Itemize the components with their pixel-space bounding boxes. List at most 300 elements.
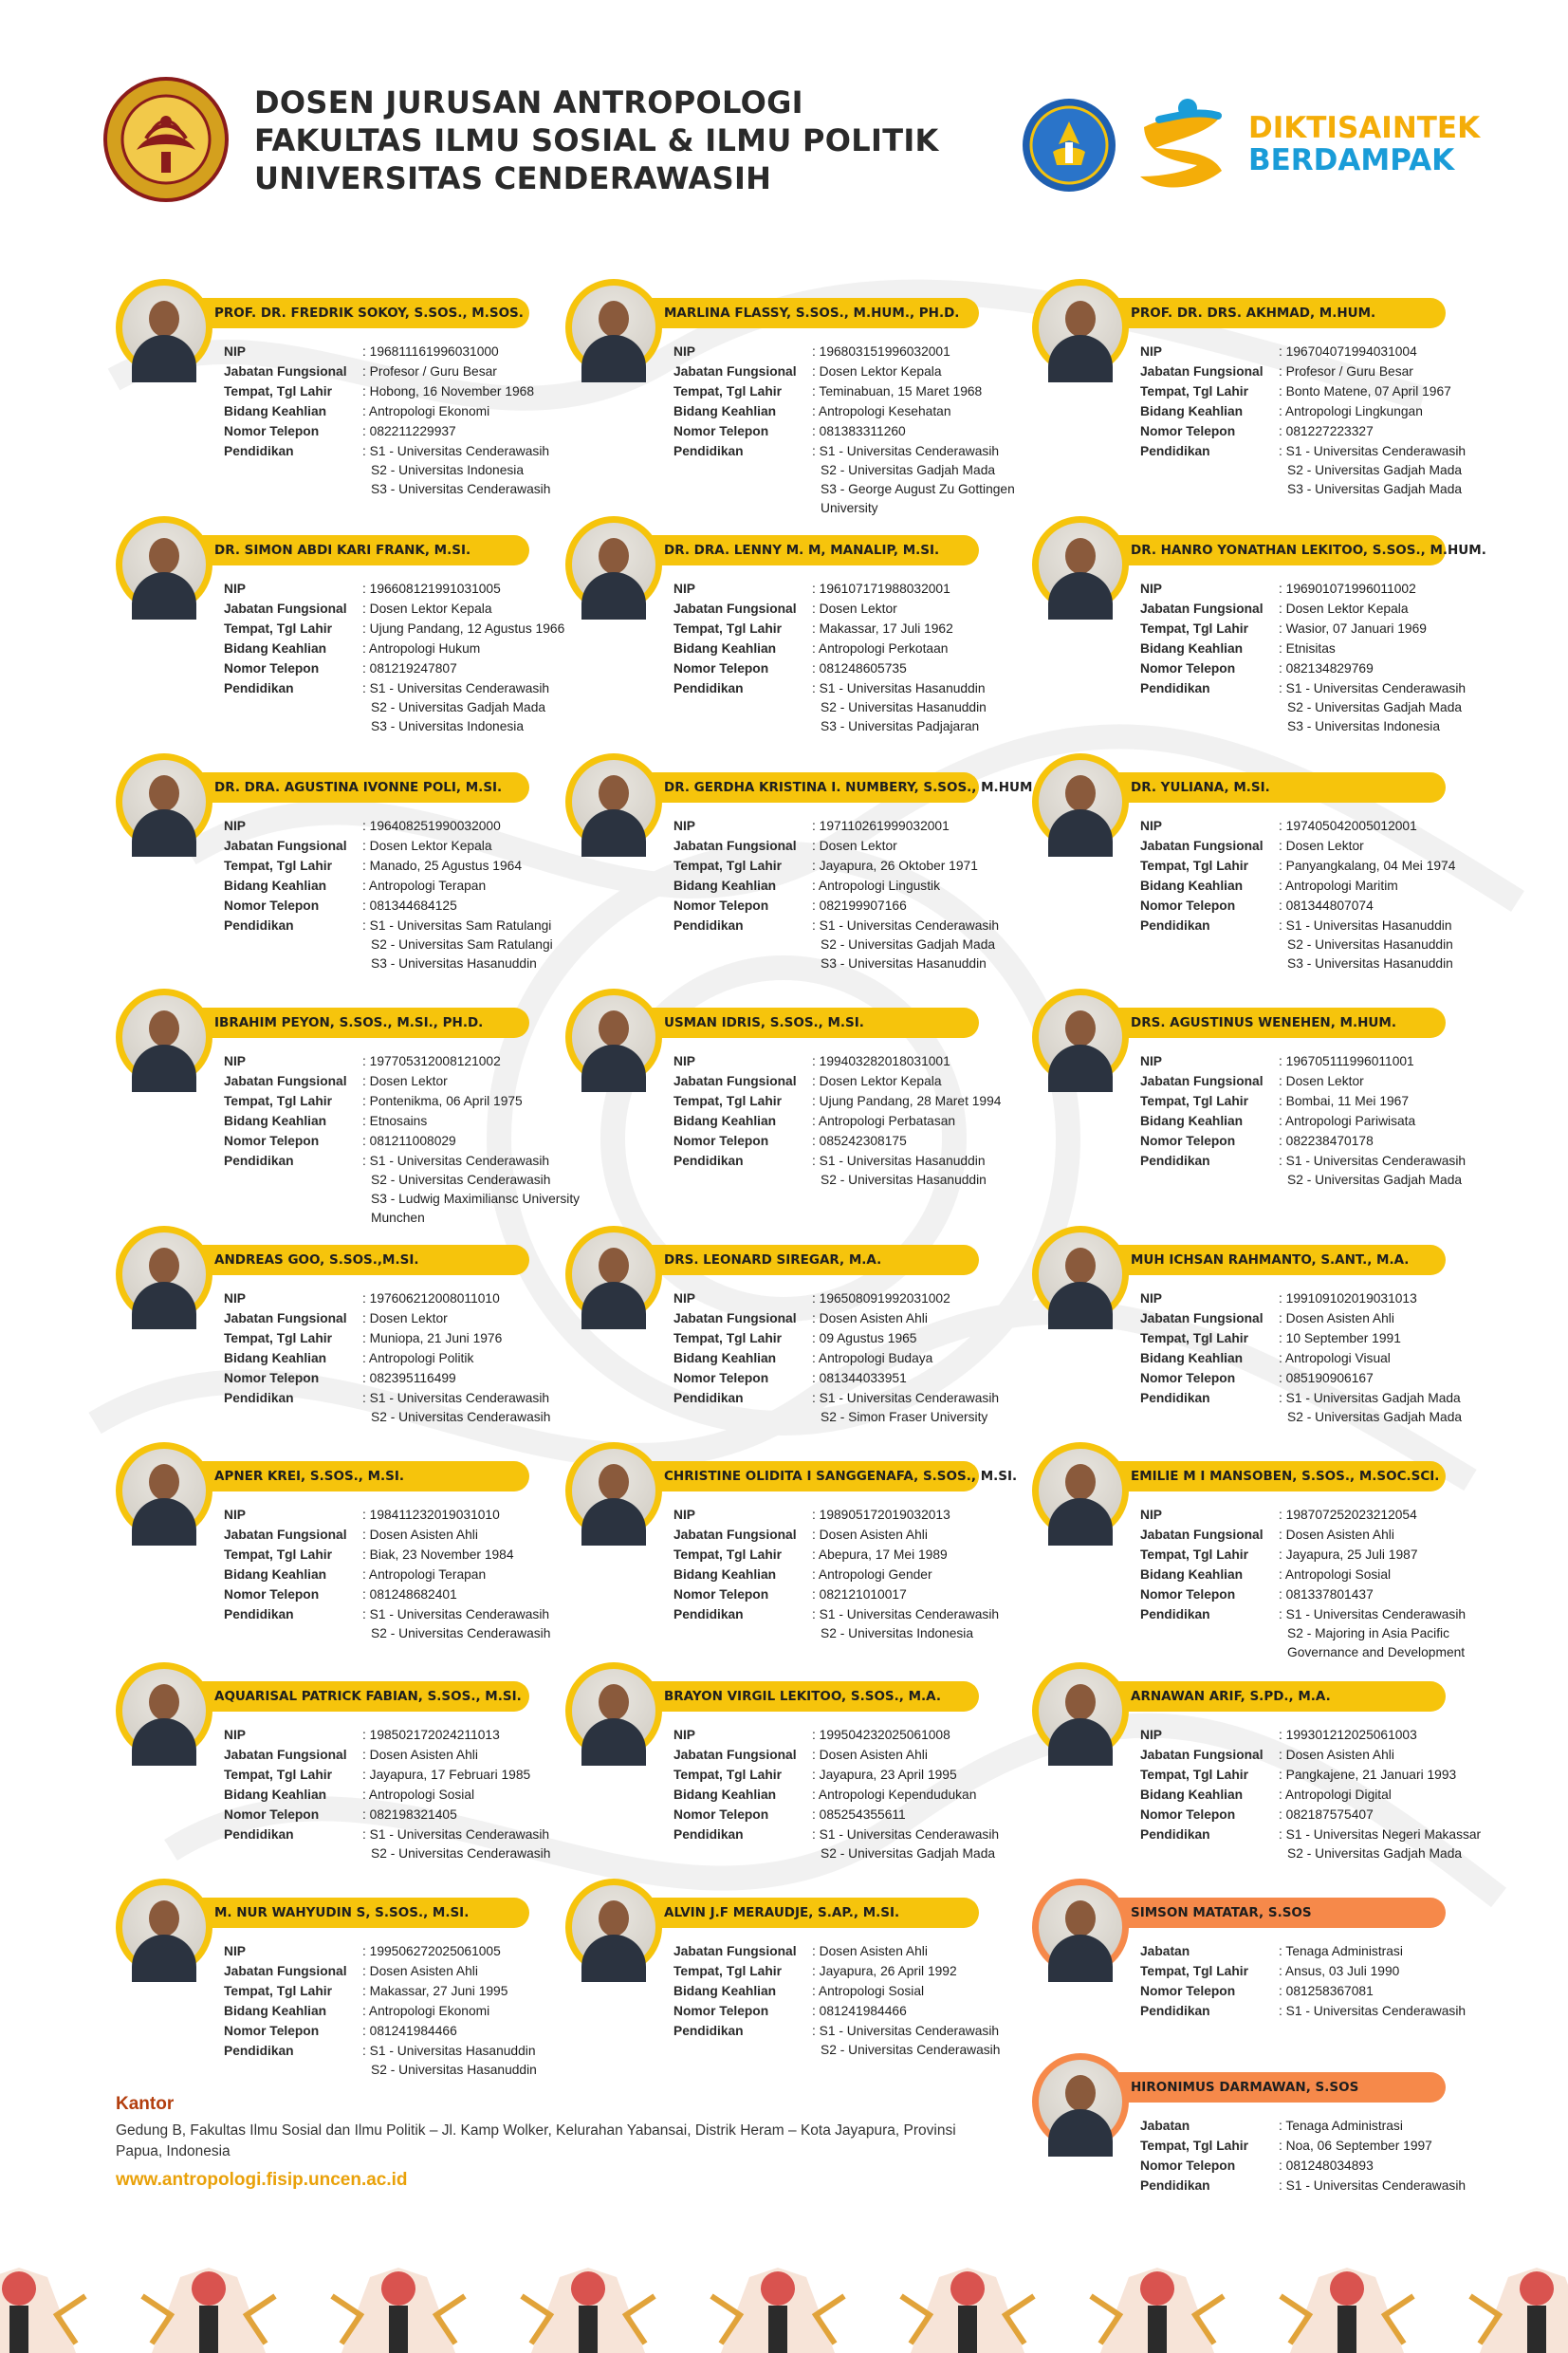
avatar-body (132, 1498, 196, 1546)
education-item: S2 - Universitas Gadjah Mada (821, 1846, 996, 1861)
field-nip (224, 1505, 600, 1525)
field-value-jabatan: : Dosen Asisten Ahli (362, 1964, 478, 1978)
field-value-jabatan: : Dosen Lektor Kepala (1279, 602, 1409, 616)
field-label-jabatan: Jabatan Fungsional (673, 1311, 797, 1325)
field-telepon (673, 421, 1049, 441)
person-avatar-icon (1039, 1885, 1122, 1969)
field-label-bidang: Bidang Keahlian (224, 1351, 327, 1365)
field-label-jabatan: Jabatan (1140, 2119, 1190, 2133)
field-jabatan (224, 1961, 600, 1981)
field-pendidikan-2 (1140, 698, 1516, 717)
field-label-telepon: Nomor Telepon (673, 661, 769, 676)
field-value-lahir: : Bonto Matene, 07 April 1967 (1279, 384, 1451, 398)
field-pendidikan-1 (673, 2021, 1049, 2041)
field-label-telepon: Nomor Telepon (673, 899, 769, 913)
field-label-pendidikan (1140, 698, 1279, 717)
field-value-jabatan: : Dosen Lektor (1279, 1074, 1364, 1088)
field-telepon (224, 2021, 600, 2041)
field-lahir (1140, 1328, 1516, 1348)
field-value-lahir: : Noa, 06 September 1997 (1279, 2139, 1432, 2153)
field-value-jabatan: : Dosen Asisten Ahli (812, 1311, 928, 1325)
field-value-bidang: : Antropologi Pariwisata (1279, 1114, 1416, 1128)
education-item: : S1 - Universitas Cenderawasih (812, 1827, 1000, 1842)
education-item: S2 - Universitas Cenderawasih (821, 2043, 1001, 2057)
field-telepon (673, 658, 1049, 678)
field-label-pendidikan (224, 1624, 362, 1643)
field-label-pendidikan: Pendidikan (673, 681, 744, 695)
field-nip (673, 579, 1049, 599)
education-item: : S1 - Universitas Cenderawasih (812, 918, 1000, 933)
field-lahir (673, 1961, 1049, 1981)
field-label-pendidikan (673, 936, 812, 954)
field-label-nip: NIP (224, 582, 246, 596)
field-pendidikan-2 (673, 1171, 1049, 1190)
avatar-face (149, 301, 179, 337)
education-item: : S1 - Universitas Cenderawasih (1279, 444, 1467, 458)
field-bidang (224, 1111, 600, 1131)
field-value-lahir: : Abepura, 17 Mei 1989 (812, 1547, 948, 1562)
field-value-bidang: : Antropologi Kependudukan (812, 1788, 977, 1802)
field-telepon (224, 1805, 600, 1825)
avatar-body (581, 1935, 646, 1982)
field-value-telepon: : 082199907166 (812, 899, 907, 913)
field-pendidikan-2 (224, 1844, 600, 1863)
tribal-figure-icon (901, 2268, 1034, 2353)
person-avatar-icon (572, 1885, 655, 1969)
field-value-telepon: : 081241984466 (362, 2024, 457, 2038)
field-value-telepon: : 081248034893 (1279, 2158, 1374, 2173)
field-value-nip: : 199109102019031013 (1279, 1291, 1417, 1306)
profile-photo (1032, 2053, 1129, 2150)
avatar-body (1048, 2109, 1113, 2157)
education-item: S2 - Majoring in Asia Pacific Governance and Development (1287, 1626, 1466, 1659)
profile-photo (1032, 1442, 1129, 1539)
avatar-body (1048, 1282, 1113, 1329)
field-nip (224, 816, 600, 836)
person-avatar-icon (122, 995, 206, 1079)
field-value-bidang: : Antropologi Maritim (1279, 879, 1398, 893)
field-value-telepon: : 085242308175 (812, 1134, 907, 1148)
field-pendidikan-1 (673, 1825, 1049, 1844)
field-bidang (224, 2001, 600, 2021)
field-jabatan (1140, 1525, 1516, 1545)
field-jabatan (673, 1745, 1049, 1765)
field-pendidikan-1 (224, 2041, 600, 2061)
field-value-jabatan: : Tenaga Administrasi (1279, 1944, 1403, 1958)
field-label-pendidikan (224, 480, 362, 499)
field-pendidikan-1 (1140, 1604, 1516, 1624)
person-name: HIRONIMUS DARMAWAN, S.SOS (1089, 2072, 1446, 2103)
field-bidang (1140, 876, 1516, 896)
field-label-pendidikan (673, 1624, 812, 1643)
field-value-jabatan: : Dosen Asisten Ahli (812, 1528, 928, 1542)
field-bidang (1140, 639, 1516, 658)
dikti-line-1: DIKTISAINTEK (1248, 111, 1481, 145)
field-value-jabatan: : Dosen Asisten Ahli (1279, 1528, 1394, 1542)
education-item: : S1 - Universitas Cenderawasih (362, 444, 550, 458)
field-label-nip: NIP (1140, 1508, 1162, 1522)
field-label-bidang: Bidang Keahlian (673, 404, 777, 418)
field-pendidikan-2 (224, 1624, 600, 1643)
field-lahir (224, 1981, 600, 2001)
field-pendidikan-2 (1140, 1624, 1516, 1662)
lecturer-card (1028, 1442, 1503, 1670)
office-title: Kantor (116, 2094, 175, 2114)
field-value-telepon: : 082187575407 (1279, 1807, 1374, 1822)
field-label-nip: NIP (673, 1054, 695, 1068)
field-lahir (673, 1545, 1049, 1565)
field-label-nip: NIP (1140, 1728, 1162, 1742)
field-pendidikan-1 (224, 1604, 600, 1624)
person-name: IBRAHIM PEYON, S.SOS., M.SI., PH.D. (173, 1008, 529, 1038)
field-nip (224, 1288, 600, 1308)
field-value-nip: : 196901071996011002 (1279, 582, 1416, 596)
field-label-pendidikan (673, 717, 812, 736)
avatar-body (132, 809, 196, 857)
avatar-body (132, 1045, 196, 1092)
field-lahir (673, 1328, 1049, 1348)
field-label-telepon: Nomor Telepon (673, 1587, 769, 1602)
field-label-jabatan: Jabatan Fungsional (1140, 1311, 1264, 1325)
field-value-nip: : 196608121991031005 (362, 582, 501, 596)
person-avatar-icon (572, 995, 655, 1079)
profile-photo (116, 516, 212, 613)
avatar-face (1065, 2075, 1096, 2111)
field-jabatan (673, 1071, 1049, 1091)
field-label-pendidikan: Pendidikan (1140, 681, 1210, 695)
field-label-pendidikan (1140, 1844, 1279, 1863)
person-name: EMILIE M I MANSOBEN, S.SOS., M.SOC.SCI. (1089, 1461, 1446, 1491)
field-label-jabatan: Jabatan Fungsional (1140, 839, 1264, 853)
field-lahir (224, 619, 600, 639)
education-item: S3 - Universitas Hasanuddin (1287, 956, 1453, 971)
person-details (224, 342, 600, 499)
field-label-lahir: Tempat, Tgl Lahir (1140, 2139, 1248, 2153)
field-pendidikan-2 (673, 461, 1049, 480)
person-name: DR. YULIANA, M.SI. (1089, 772, 1446, 803)
avatar-face (1065, 1464, 1096, 1500)
field-pendidikan-1 (224, 678, 600, 698)
field-label-jabatan: Jabatan Fungsional (673, 364, 797, 379)
field-bidang (1140, 1785, 1516, 1805)
field-value-jabatan: : Tenaga Administrasi (1279, 2119, 1403, 2133)
person-details (224, 1288, 600, 1427)
field-pendidikan-2 (224, 698, 600, 717)
field-value-nip: : 199403282018031001 (812, 1054, 950, 1068)
person-avatar-icon (572, 523, 655, 606)
field-value-jabatan: : Dosen Asisten Ahli (1279, 1748, 1394, 1762)
person-name: DR. DRA. AGUSTINA IVONNE POLI, M.SI. (173, 772, 529, 803)
field-value-lahir: : Pangkajene, 21 Januari 1993 (1279, 1768, 1457, 1782)
field-label-lahir: Tempat, Tgl Lahir (1140, 1964, 1248, 1978)
tribal-figure-icon (1281, 2268, 1413, 2353)
person-details (224, 579, 600, 736)
field-label-pendidikan: Pendidikan (1140, 1391, 1210, 1405)
education-item: S2 - Universitas Cenderawasih (371, 1410, 551, 1424)
field-label-bidang: Bidang Keahlian (673, 1567, 777, 1582)
field-value-nip: : 199506272025061005 (362, 1944, 501, 1958)
field-label-lahir: Tempat, Tgl Lahir (673, 1768, 782, 1782)
field-label-bidang: Bidang Keahlian (1140, 1114, 1244, 1128)
field-label-jabatan: Jabatan Fungsional (224, 1311, 347, 1325)
education-item: S2 - Universitas Cenderawasih (371, 1626, 551, 1640)
education-item: S2 - Universitas Gadjah Mada (371, 700, 546, 714)
field-lahir (1140, 381, 1516, 401)
avatar-face (149, 775, 179, 811)
profile-photo (116, 989, 212, 1085)
field-telepon (673, 2001, 1049, 2021)
field-value-nip: : 198905172019032013 (812, 1508, 950, 1522)
field-label-pendidikan (224, 936, 362, 954)
field-label-jabatan: Jabatan Fungsional (224, 1074, 347, 1088)
person-name: DR. HANRO YONATHAN LEKITOO, S.SOS., M.HUM. (1089, 535, 1446, 565)
avatar-body (581, 1282, 646, 1329)
field-bidang (1140, 1111, 1516, 1131)
field-label-nip: NIP (1140, 1291, 1162, 1306)
field-label-pendidikan (673, 480, 812, 518)
profile-photo (565, 1662, 662, 1759)
field-label-pendidikan: Pendidikan (673, 1154, 744, 1168)
person-avatar-icon (122, 523, 206, 606)
person-details (1140, 1725, 1516, 1863)
field-label-jabatan: Jabatan Fungsional (224, 364, 347, 379)
field-label-pendidikan (224, 698, 362, 717)
field-value-bidang: : Antropologi Lingustik (812, 879, 940, 893)
field-telepon (673, 1805, 1049, 1825)
avatar-face (599, 1464, 629, 1500)
education-item: S2 - Universitas Gadjah Mada (1287, 463, 1463, 477)
person-details (1140, 342, 1516, 499)
avatar-face (149, 538, 179, 574)
field-label-telepon: Nomor Telepon (1140, 1134, 1236, 1148)
field-label-lahir: Tempat, Tgl Lahir (224, 1331, 332, 1345)
field-label-telepon: Nomor Telepon (224, 424, 320, 438)
profile-photo (1032, 1226, 1129, 1323)
field-label-pendidikan (673, 2041, 812, 2060)
education-item: S2 - Universitas Hasanuddin (1287, 937, 1453, 952)
field-label-telepon: Nomor Telepon (1140, 1984, 1236, 1998)
avatar-face (1065, 1900, 1096, 1936)
field-label-jabatan: Jabatan Fungsional (673, 1944, 797, 1958)
field-label-bidang: Bidang Keahlian (1140, 1567, 1244, 1582)
field-value-nip: : 196408251990032000 (362, 819, 501, 833)
field-pendidikan-3 (673, 717, 1049, 736)
field-label-pendidikan (224, 1844, 362, 1863)
field-label-jabatan: Jabatan Fungsional (673, 1074, 797, 1088)
tribal-border-icon (0, 2239, 1568, 2353)
field-label-jabatan: Jabatan Fungsional (224, 839, 347, 853)
field-pendidikan-3 (224, 717, 600, 736)
field-jabatan (1140, 1308, 1516, 1328)
field-value-bidang: : Antropologi Sosial (812, 1984, 925, 1998)
field-pendidikan-1 (1140, 2176, 1516, 2196)
field-pendidikan-2 (224, 1408, 600, 1427)
field-label-jabatan: Jabatan Fungsional (224, 1748, 347, 1762)
profile-photo (565, 279, 662, 376)
avatar-body (1048, 335, 1113, 382)
field-label-lahir: Tempat, Tgl Lahir (1140, 859, 1248, 873)
field-lahir (224, 856, 600, 876)
field-label-telepon: Nomor Telepon (224, 1134, 320, 1148)
field-value-telepon: : 081248605735 (812, 661, 907, 676)
lecturer-card (112, 1226, 586, 1454)
field-value-nip: : 197606212008011010 (362, 1291, 500, 1306)
person-details (224, 1941, 600, 2080)
field-jabatan (673, 361, 1049, 381)
field-bidang (224, 1785, 600, 1805)
field-value-bidang: : Antropologi Gender (812, 1567, 932, 1582)
field-label-pendidikan (1140, 954, 1279, 973)
education-item: : S1 - Universitas Gadjah Mada (1279, 1391, 1461, 1405)
avatar-body (1048, 809, 1113, 857)
person-name: SIMSON MATATAR, S.SOS (1089, 1898, 1446, 1928)
field-label-lahir: Tempat, Tgl Lahir (224, 384, 332, 398)
field-label-bidang: Bidang Keahlian (1140, 641, 1244, 656)
avatar-face (1065, 1010, 1096, 1047)
field-value-bidang: : Antropologi Ekonomi (362, 2004, 490, 2018)
tribal-figure-icon (0, 2268, 85, 2353)
field-jabatan (1140, 1071, 1516, 1091)
avatar-body (581, 809, 646, 857)
field-telepon (1140, 1584, 1516, 1604)
lecturer-card (562, 1442, 1036, 1670)
person-name: CHRISTINE OLIDITA I SANGGENAFA, S.SOS., M.SI. (622, 1461, 979, 1491)
person-details (1140, 1288, 1516, 1427)
education-item: : S1 - Universitas Cenderawasih (1279, 2178, 1467, 2193)
profile-photo (116, 1226, 212, 1323)
field-bidang (673, 1348, 1049, 1368)
lecturer-card (562, 1879, 1036, 2106)
person-name: DR. DRA. LENNY M. M, MANALIP, M.SI. (622, 535, 979, 565)
field-label-nip: NIP (673, 1728, 695, 1742)
field-telepon (224, 1131, 600, 1151)
avatar-face (599, 538, 629, 574)
field-value-jabatan: : Dosen Lektor (362, 1074, 448, 1088)
field-value-lahir: : 10 September 1991 (1279, 1331, 1401, 1345)
field-pendidikan-1 (673, 916, 1049, 936)
field-label-pendidikan: Pendidikan (224, 681, 294, 695)
field-telepon (1140, 1805, 1516, 1825)
lecturer-card (1028, 989, 1503, 1216)
field-telepon (1140, 1368, 1516, 1388)
field-label-telepon: Nomor Telepon (673, 1134, 769, 1148)
field-telepon (1140, 658, 1516, 678)
field-label-lahir: Tempat, Tgl Lahir (1140, 1094, 1248, 1108)
field-value-lahir: : Makassar, 17 Juli 1962 (812, 621, 953, 636)
field-telepon (224, 421, 600, 441)
lecturer-card (1028, 753, 1503, 981)
field-label-jabatan: Jabatan Fungsional (224, 1964, 347, 1978)
field-lahir (1140, 856, 1516, 876)
avatar-body (1048, 1935, 1113, 1982)
field-label-pendidikan (1140, 717, 1279, 736)
field-value-lahir: : Jayapura, 25 Juli 1987 (1279, 1547, 1418, 1562)
title-line-2: FAKULTAS ILMU SOSIAL & ILMU POLITIK (254, 122, 939, 158)
avatar-face (1065, 775, 1096, 811)
office-address: Gedung B, Fakultas Ilmu Sosial dan Ilmu Politik – Jl. Kamp Wolker, Kelurahan Yabansai, Distrik Heram – Kota Jayapura, Provinsi Papua, Indonesia (116, 2122, 956, 2159)
avatar-face (599, 301, 629, 337)
field-label-pendidikan: Pendidikan (1140, 2178, 1210, 2193)
education-item: : S1 - Universitas Cenderawasih (1279, 1607, 1467, 1621)
education-item: S3 - Universitas Indonesia (371, 719, 525, 733)
lecturer-card (1028, 1226, 1503, 1454)
field-label-pendidikan (673, 1171, 812, 1190)
field-label-pendidikan: Pendidikan (224, 918, 294, 933)
profile-photo (116, 753, 212, 850)
field-label-lahir: Tempat, Tgl Lahir (1140, 1331, 1248, 1345)
field-label-pendidikan: Pendidikan (1140, 1607, 1210, 1621)
field-label-pendidikan (224, 717, 362, 736)
field-value-bidang: : Antropologi Politik (362, 1351, 474, 1365)
field-pendidikan-1 (1140, 441, 1516, 461)
field-pendidikan-1 (673, 1604, 1049, 1624)
person-details (673, 816, 1049, 973)
person-details (673, 1288, 1049, 1427)
field-lahir (1140, 2136, 1516, 2156)
field-jabatan (224, 1308, 600, 1328)
field-label-jabatan: Jabatan Fungsional (1140, 1528, 1264, 1542)
field-telepon (673, 1368, 1049, 1388)
field-jabatan (224, 1071, 600, 1091)
field-label-lahir: Tempat, Tgl Lahir (1140, 384, 1248, 398)
field-nip (224, 1941, 600, 1961)
education-item: S3 - Universitas Padjajaran (821, 719, 980, 733)
avatar-body (1048, 572, 1113, 620)
field-pendidikan-3 (224, 1190, 600, 1228)
field-label-pendidikan: Pendidikan (1140, 2004, 1210, 2018)
avatar-body (132, 1282, 196, 1329)
profile-photo (565, 1442, 662, 1539)
website-link[interactable]: www.antropologi.fisip.uncen.ac.id (116, 2170, 408, 2190)
person-avatar-icon (1039, 523, 1122, 606)
avatar-body (581, 572, 646, 620)
field-label-jabatan: Jabatan Fungsional (673, 1528, 797, 1542)
field-lahir (224, 1545, 600, 1565)
field-label-pendidikan: Pendidikan (224, 1607, 294, 1621)
field-value-telepon: : 085190906167 (1279, 1371, 1374, 1385)
person-avatar-icon (572, 1449, 655, 1532)
education-item: : S1 - Universitas Cenderawasih (1279, 1154, 1467, 1168)
field-nip (1140, 579, 1516, 599)
field-label-bidang: Bidang Keahlian (673, 1984, 777, 1998)
field-label-bidang: Bidang Keahlian (673, 879, 777, 893)
tribal-figure-icon (522, 2268, 655, 2353)
field-pendidikan-3 (1140, 717, 1516, 736)
field-value-lahir: : Jayapura, 26 April 1992 (812, 1964, 957, 1978)
field-value-telepon: : 081344807074 (1279, 899, 1374, 913)
field-pendidikan-3 (673, 954, 1049, 973)
field-value-telepon: : 082121010017 (812, 1587, 907, 1602)
field-label-telepon: Nomor Telepon (224, 2024, 320, 2038)
avatar-face (1065, 1248, 1096, 1284)
field-label-nip: NIP (224, 1728, 246, 1742)
field-jabatan (224, 1525, 600, 1545)
education-item: : S1 - Universitas Hasanuddin (812, 681, 986, 695)
field-value-nip: : 197705312008121002 (362, 1054, 501, 1068)
field-value-telepon: : 081211008029 (362, 1134, 456, 1148)
person-name: DRS. AGUSTINUS WENEHEN, M.HUM. (1089, 1008, 1446, 1038)
field-value-telepon: : 082134829769 (1279, 661, 1374, 676)
education-item: S2 - Universitas Indonesia (371, 463, 525, 477)
field-label-lahir: Tempat, Tgl Lahir (224, 1984, 332, 1998)
field-label-pendidikan: Pendidikan (224, 444, 294, 458)
field-jabatan (224, 599, 600, 619)
tribal-figure-icon (711, 2268, 844, 2353)
field-nip (673, 816, 1049, 836)
person-name: APNER KREI, S.SOS., M.SI. (173, 1461, 529, 1491)
field-label-telepon: Nomor Telepon (224, 661, 320, 676)
field-label-pendidikan: Pendidikan (673, 1607, 744, 1621)
